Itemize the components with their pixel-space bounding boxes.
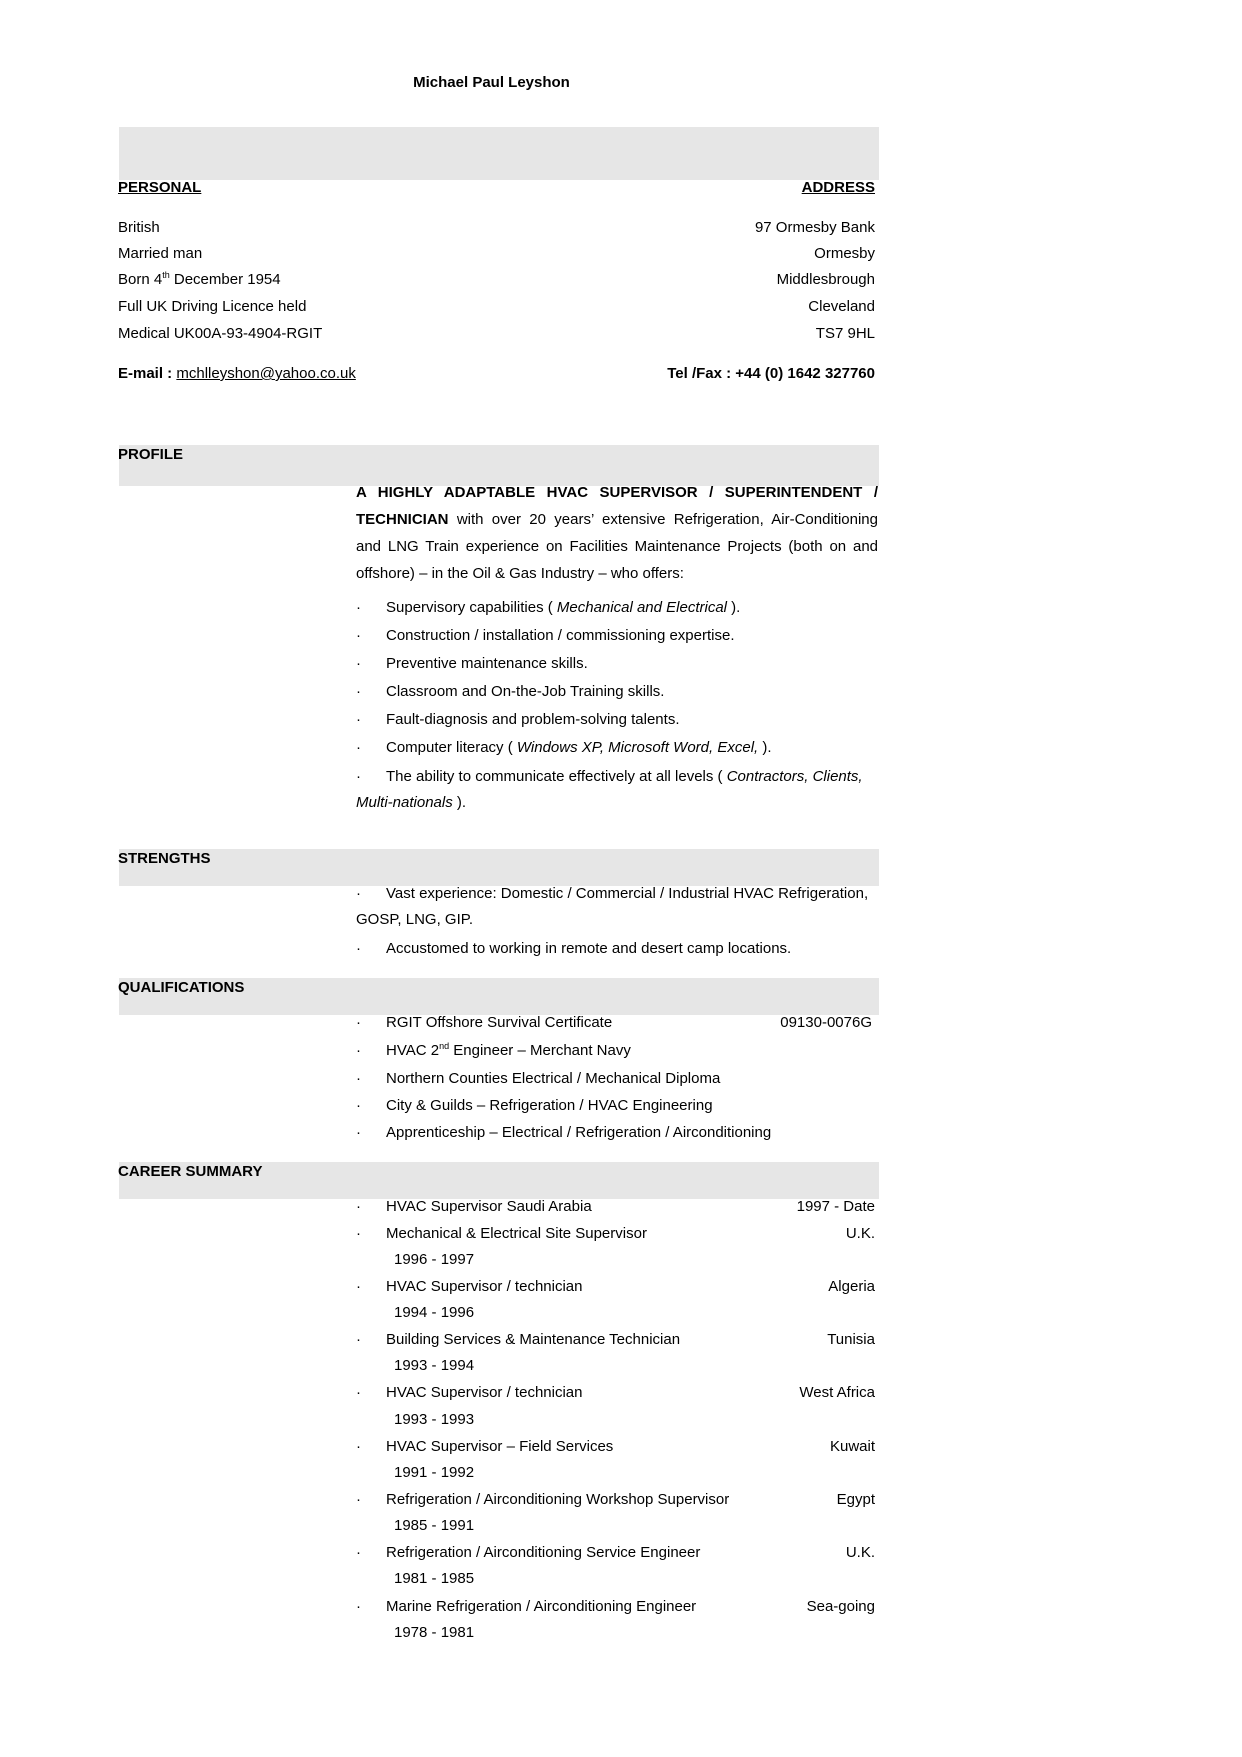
qualification-rgit-code: 09130-0076G xyxy=(780,1014,872,1031)
qualification-diploma: Northern Counties Electrical / Mechanical Diploma xyxy=(386,1070,721,1087)
profile-item-training: Classroom and On-the-Job Training skills. xyxy=(386,683,665,700)
strengths-heading: STRENGTHS xyxy=(118,850,211,867)
job-place: Kuwait xyxy=(829,1438,875,1455)
profile-item-communicate-cont: Multi-nationals ). xyxy=(356,794,467,811)
profile-item-communicate: The ability to communicate effectively at all levels ( Contractors, Clients, xyxy=(386,768,863,785)
strength-experience: Vast experience: Domestic / Commercial / Industrial HVAC Refrigeration, xyxy=(386,885,869,902)
strength-experience-cont: GOSP, LNG, GIP. xyxy=(356,911,473,928)
bullet: · xyxy=(356,1491,361,1508)
personal-licence: Full UK Driving Licence held xyxy=(118,298,307,315)
qualification-apprenticeship: Apprenticeship – Electrical / Refrigeration / Airconditioning xyxy=(386,1124,772,1141)
bullet: · xyxy=(356,627,361,644)
qualification-hvac-engineer: HVAC 2nd Engineer – Merchant Navy xyxy=(386,1041,631,1059)
qualifications-heading: QUALIFICATIONS xyxy=(118,979,245,996)
address-line-4: Cleveland xyxy=(808,298,875,315)
header-band xyxy=(119,127,879,180)
profile-item-construction: Construction / installation / commissioning expertise. xyxy=(386,627,735,644)
bullet: · xyxy=(356,1384,361,1401)
strengths-band xyxy=(119,849,879,886)
bullet: · xyxy=(356,1124,361,1141)
profile-item-supervisory: Supervisory capabilities ( Mechanical and Electrical ). xyxy=(386,599,741,616)
bullet: · xyxy=(356,885,361,902)
bullet: · xyxy=(356,1598,361,1615)
job-title: Mechanical & Electrical Site Supervisor xyxy=(386,1225,647,1242)
job-place: 1997 - Date xyxy=(796,1198,875,1215)
job-title: HVAC Supervisor / technician xyxy=(386,1278,583,1295)
email-label: E-mail : xyxy=(118,365,173,382)
job-title: HVAC Supervisor – Field Services xyxy=(386,1438,614,1455)
bullet: · xyxy=(356,768,361,785)
bullet: · xyxy=(356,1225,361,1242)
job-place: West Africa xyxy=(799,1384,875,1401)
address-line-2: Ormesby xyxy=(814,245,875,262)
profile-heading: PROFILE xyxy=(118,446,184,463)
bullet: · xyxy=(356,683,361,700)
job-place: Algeria xyxy=(828,1278,875,1295)
bullet: · xyxy=(356,739,361,756)
candidate-name: Michael Paul Leyshon xyxy=(413,74,570,91)
bullet: · xyxy=(356,1042,361,1059)
address-heading: ADDRESS xyxy=(801,179,875,196)
job-place: U.K. xyxy=(845,1544,875,1561)
job-title: Marine Refrigeration / Airconditioning Engineer xyxy=(386,1598,697,1615)
job-title: HVAC Supervisor / technician xyxy=(386,1384,583,1401)
job-place: Sea-going xyxy=(806,1598,875,1615)
qualification-rgit: RGIT Offshore Survival Certificate xyxy=(386,1014,613,1031)
personal-born: Born 4th December 1954 xyxy=(118,270,281,288)
profile-intro: A HIGHLY ADAPTABLE HVAC SUPERVISOR / SUPERINTENDENT / TECHNICIAN with over 20 years’ extensive Refrigeration, Air-Conditioning and LNG Train experience on Facilities Maintenance Projects (both on and offshore) – in the Oil & Gas Industry – who offers: xyxy=(356,484,878,582)
job-years: 1991 - 1992 xyxy=(394,1464,475,1481)
personal-nationality: British xyxy=(118,219,160,236)
job-years: 1985 - 1991 xyxy=(394,1517,475,1534)
career-heading: CAREER SUMMARY xyxy=(118,1163,263,1180)
bullet: · xyxy=(356,711,361,728)
bullet: · xyxy=(356,1544,361,1561)
bullet: · xyxy=(356,1070,361,1087)
strength-remote: Accustomed to working in remote and desert camp locations. xyxy=(386,940,792,957)
job-title: Building Services & Maintenance Technician xyxy=(386,1331,681,1348)
job-place: U.K. xyxy=(845,1225,875,1242)
bullet: · xyxy=(356,655,361,672)
personal-marital: Married man xyxy=(118,245,203,262)
personal-heading: PERSONAL xyxy=(118,179,202,196)
job-years: 1994 - 1996 xyxy=(394,1304,475,1321)
bullet: · xyxy=(356,1198,361,1215)
bullet: · xyxy=(356,1438,361,1455)
bullet: · xyxy=(356,940,361,957)
profile-item-maintenance: Preventive maintenance skills. xyxy=(386,655,588,672)
email-line xyxy=(118,365,356,382)
bullet: · xyxy=(356,1278,361,1295)
job-years: 1993 - 1993 xyxy=(394,1411,475,1428)
job-years: 1981 - 1985 xyxy=(394,1570,475,1587)
address-line-1: 97 Ormesby Bank xyxy=(754,219,875,236)
bullet: · xyxy=(356,1014,361,1031)
job-title: HVAC Supervisor Saudi Arabia xyxy=(386,1198,592,1215)
profile-item-fault-diagnosis: Fault-diagnosis and problem-solving talents. xyxy=(386,711,680,728)
tel-fax: Tel /Fax : +44 (0) 1642 327760 xyxy=(667,365,875,382)
job-years: 1978 - 1981 xyxy=(394,1624,475,1641)
job-title: Refrigeration / Airconditioning Service Engineer xyxy=(386,1544,701,1561)
email-link[interactable]: mchlleyshon@yahoo.co.uk xyxy=(176,365,356,382)
qualification-city-guilds: City & Guilds – Refrigeration / HVAC Engineering xyxy=(386,1097,713,1114)
job-place: Egypt xyxy=(836,1491,875,1508)
job-place: Tunisia xyxy=(827,1331,875,1348)
job-years: 1996 - 1997 xyxy=(394,1251,475,1268)
job-years: 1993 - 1994 xyxy=(394,1357,475,1374)
bullet: · xyxy=(356,1331,361,1348)
bullet: · xyxy=(356,599,361,616)
personal-medical: Medical UK00A-93-4904-RGIT xyxy=(118,325,323,342)
address-line-3: Middlesbrough xyxy=(776,271,875,288)
address-line-5: TS7 9HL xyxy=(815,325,875,342)
job-title: Refrigeration / Airconditioning Workshop Supervisor xyxy=(386,1491,730,1508)
bullet: · xyxy=(356,1097,361,1114)
profile-item-computer: Computer literacy ( Windows XP, Microsoft Word, Excel, ). xyxy=(386,739,772,756)
